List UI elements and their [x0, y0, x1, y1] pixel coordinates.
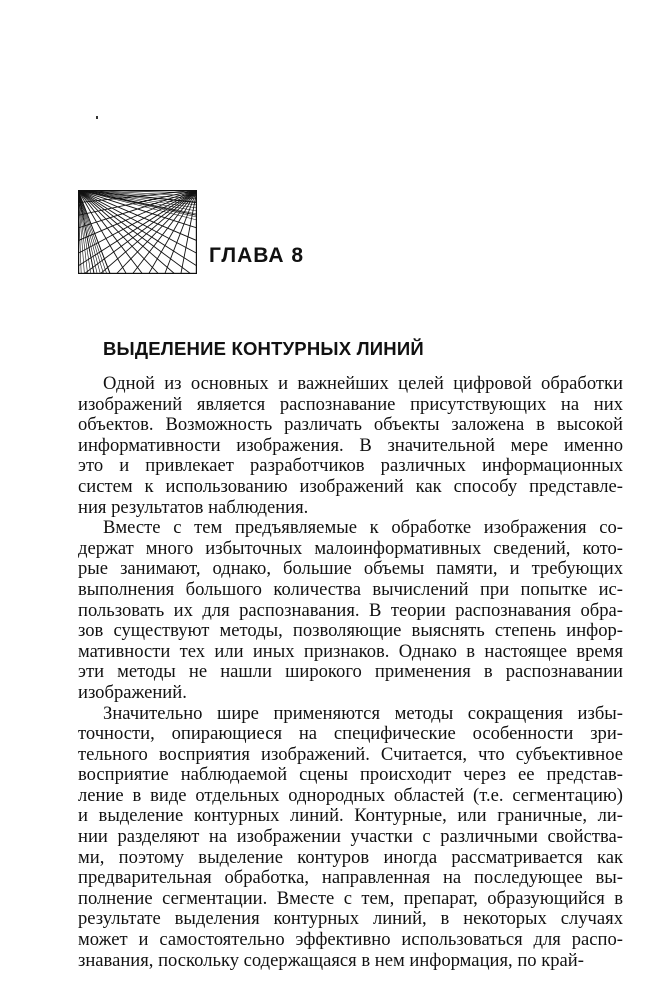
paragraph	[78, 704, 623, 972]
text-line: систем к использованию изображений как способу представле-	[78, 475, 623, 497]
text-line: рые занимают, однако, большие объемы памяти, и требующих	[78, 558, 623, 580]
text-line: эти методы не нашли широкого применения в распознавании	[78, 661, 623, 683]
text-line: и выделение контурных линий. Контурные, или граничные, ли-	[78, 805, 623, 827]
paragraph	[78, 374, 623, 518]
text-line: результате выделения контурных линий, в некоторых случаях	[78, 908, 623, 930]
text-line: тельного восприятия изображений. Считается, что субъективное	[78, 743, 623, 765]
grid-fan-emblem-icon	[78, 190, 197, 274]
text-line: держат много избыточных малоинформативных сведений, кото-	[78, 537, 623, 559]
text-line: нии разделяют на изображении участки с различными свойства-	[78, 826, 623, 848]
text-line: ление в виде отдельных однородных областей (т.е. сегментацию)	[78, 784, 623, 806]
text-line: пользовать их для распознавания. В теории распознавания обра-	[78, 599, 623, 621]
text-line: ния результатов наблюдения.	[78, 496, 309, 518]
text-line: Вместе с тем предъявляемые к обработке изображения со-	[103, 517, 623, 539]
text-line: Одной из основных и важнейших целей цифровой обработки	[103, 373, 623, 394]
paragraph	[78, 518, 623, 703]
section-title: ВЫДЕЛЕНИЕ КОНТУРНЫХ ЛИНИЙ	[103, 338, 424, 359]
text-line: знавания, поскольку содержащаяся в нем информация, по край-	[78, 949, 584, 971]
text-line: предварительная обработка, направленная на последующее вы-	[78, 867, 623, 889]
text-line: изображений является распознавание присутствующих на них	[78, 393, 623, 415]
text-line: точности, опирающиеся на специфические особенности зри-	[78, 723, 623, 745]
text-line: информативности изображения. В значительной мере именно	[78, 434, 623, 456]
text-line: восприятие наблюдаемой сцены происходит через ее представ-	[78, 764, 623, 786]
print-speck	[96, 116, 98, 119]
text-line: ми, поэтому выделение контуров иногда рассматривается как	[78, 846, 623, 868]
text-line: Значительно шире применяются методы сокращения избы-	[103, 702, 623, 724]
body-text	[78, 374, 623, 971]
text-line: это и привлекает разработчиков различных информационных	[78, 455, 623, 477]
text-line: изображений.	[78, 681, 187, 703]
text-line: полнение сегментации. Вместе с тем, препарат, образующийся в	[78, 887, 623, 909]
text-line: объектов. Возможность различать объекты заложена в высокой	[78, 414, 623, 436]
text-line: мативности тех или иных признаков. Однако в настоящее время	[78, 640, 623, 662]
chapter-heading: ГЛАВА 8	[209, 244, 305, 267]
text-line: зов существуют методы, позволяющие выяснять степень инфор-	[78, 620, 623, 642]
text-line: может и самостоятельно эффективно использоваться для распо-	[78, 929, 623, 951]
text-line: выполнения большого количества вычислений при попытке ис-	[78, 578, 623, 600]
